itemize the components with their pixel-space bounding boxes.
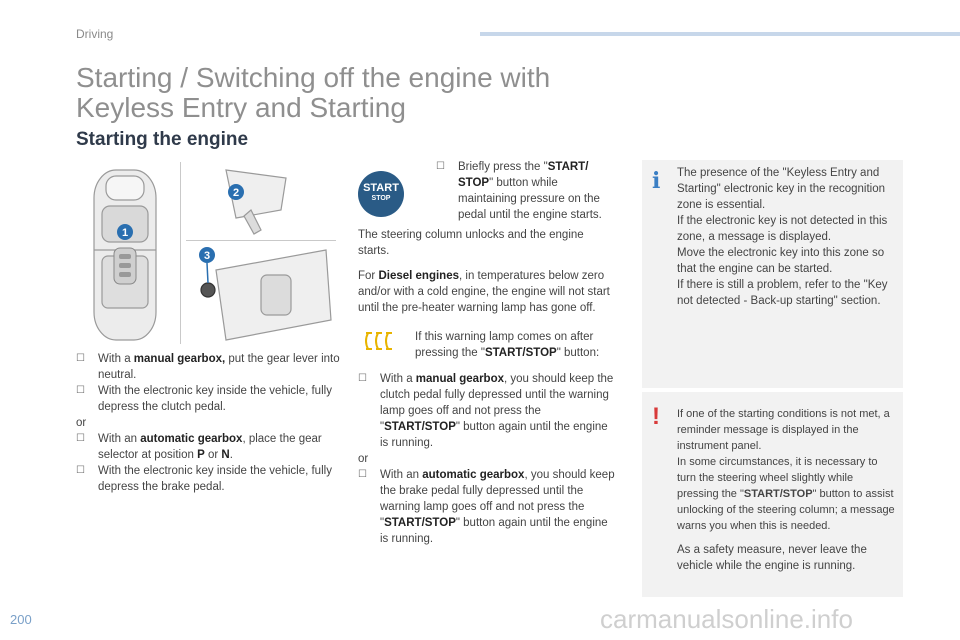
- or-label: or: [358, 453, 369, 465]
- middle-column: [358, 227, 616, 547]
- bullet-icon: ☐: [76, 465, 85, 476]
- start-stop-icon: START STOP: [358, 171, 404, 217]
- left-column: [76, 351, 341, 495]
- preheater-lamp-icon: [358, 329, 415, 361]
- press-instruction: ☐ Briefly press the "START/ STOP" button while maintaining pressure on the pedal until the engine starts.: [436, 161, 602, 221]
- page-title: Starting / Switching off the engine with Keyless Entry and Starting: [76, 62, 551, 123]
- page-number: 200: [10, 612, 32, 627]
- warning-icon: !: [652, 403, 660, 430]
- illustration-divider: [180, 162, 181, 344]
- list-item: ☐ With a manual gearbox, you should keep the clutch pedal fully depressed until the warning lamp goes off and not press the "START/STOP" button again until the engine is running.: [358, 373, 614, 449]
- list-item: ☐ With the electronic key inside the vehicle, fully depress the clutch pedal.: [76, 385, 332, 413]
- info-icon: i: [652, 168, 661, 194]
- bullet-icon: ☐: [76, 385, 85, 396]
- bullet-icon: ☐: [358, 373, 367, 384]
- section-heading: Starting the engine: [76, 129, 249, 150]
- list-item: ☐ With a manual gearbox, put the gear lever into neutral.: [76, 353, 340, 381]
- section-label: Driving: [76, 27, 114, 41]
- illustration-divider-h: [186, 240, 336, 241]
- console-detail: [201, 250, 331, 340]
- list-item: ☐ With an automatic gearbox, place the gear selector at position P or N.: [76, 433, 322, 461]
- or-label: or: [76, 417, 87, 429]
- list-item: ☐ With the electronic key inside the vehicle, fully depress the brake pedal.: [76, 465, 332, 493]
- warning-note-text: If one of the starting conditions is not met, a reminder message is displayed in the instrument panel. In some circumstances, it is necessary to turn the steering wheel slightly while pressing the "START/STOP" button to assist unlocking of the steering column; a message warns you when this is needed. As a safety measure, never leave the vehicle while the engine is running.: [677, 408, 895, 572]
- header-bar: [480, 32, 960, 36]
- callout-3-line: [207, 263, 208, 283]
- list-item: ☐ With an automatic gearbox, you should keep the brake pedal fully depressed until the warning lamp goes off and not press the "START/STOP" button again until the engine is running.: [358, 469, 615, 545]
- car-diagram-svg: [76, 160, 336, 346]
- callout-1: 1: [121, 227, 129, 239]
- bullet-icon: ☐: [358, 469, 367, 480]
- callout-3: 3: [203, 250, 211, 262]
- diesel-text: For Diesel engines, in temperatures below zero and/or with a cold engine, the engine will not start until the pre-heater warning lamp has gone off.: [358, 270, 610, 314]
- bullet-icon: ☐: [76, 353, 85, 364]
- steering-text: The steering column unlocks and the engine starts.: [358, 229, 584, 257]
- callout-2: 2: [232, 187, 240, 199]
- key-fob-icon: [114, 248, 136, 284]
- bullet-icon: ☐: [436, 161, 445, 172]
- bullet-icon: ☐: [76, 433, 85, 444]
- info-note-text: The presence of the "Keyless Entry and Starting" electronic key in the recognition zone is essential. If the electronic key is not detected in this zone, a message is displayed. Move the electronic key into this zone so that the engine can be started. If there is still a problem, refer to the "Key not detected - Back-up starting" section.: [677, 167, 888, 307]
- pedal-detail: [226, 170, 286, 234]
- keyless-start-illustration: [76, 160, 336, 346]
- lamp-note: If this warning lamp comes on after pressing the "START/STOP" button:: [358, 329, 616, 361]
- watermark: carmanualsonline.info: [600, 604, 853, 634]
